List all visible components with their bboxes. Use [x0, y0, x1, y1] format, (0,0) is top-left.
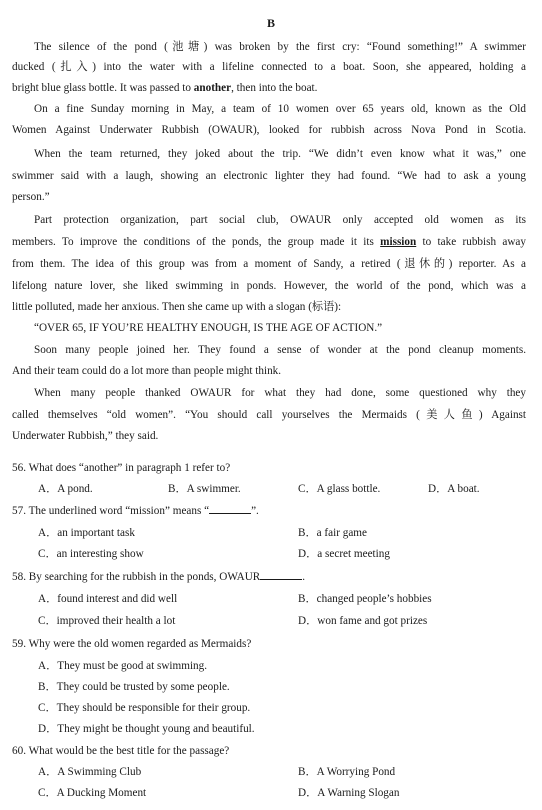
question-text: ”.: [251, 505, 259, 517]
passage-line: Soon many people joined her. They found a sense of wonder at the pond cleanup moments.: [34, 344, 526, 356]
q57-option-d[interactable]: D．a secret meeting: [298, 548, 390, 560]
question-57-stem: [12, 504, 259, 518]
q58-option-a[interactable]: A．found interest and did well: [38, 593, 178, 605]
passage-line: Women Against Underwater Rubbish (OWAUR), looked for rubbish across Nova Pond in Scotia.: [12, 124, 526, 136]
passage-line: The silence of the pond (池塘) was broken by the first cry: “Found something!” A swimmer: [34, 41, 526, 53]
passage-line: Part protection organization, part social club, OWAUR only accepted old women as its: [34, 214, 526, 226]
passage-line: swimmer said with a laugh, showing an electronic lighter they had found. “We had to ask a young: [12, 170, 526, 182]
passage-line: [12, 81, 317, 95]
question-59-stem: 59. Why were the old women regarded as Mermaids?: [12, 638, 252, 650]
passage-line: person.”: [12, 191, 50, 203]
question-text: 57. The underlined word “mission” means “: [12, 505, 210, 517]
passage-text: , then into the boat.: [231, 82, 318, 94]
section-heading: B: [266, 16, 275, 30]
passage-line: On a fine Sunday morning in May, a team of 10 women over 65 years old, known as the Old: [34, 103, 526, 115]
passage-line: When many people thanked OWAUR for what they had done, some questioned why they: [34, 387, 526, 399]
q57-option-a[interactable]: A．an important task: [38, 527, 135, 539]
q59-option-a[interactable]: A．They must be good at swimming.: [38, 660, 208, 672]
passage-line: Underwater Rubbish,” they said.: [12, 430, 159, 442]
passage-line: ducked (扎入) into the water with a lifeline connected to a boat. Soon, she appeared, holding a: [12, 61, 526, 73]
passage-text: to take rubbish away: [416, 236, 526, 248]
passage-line: And their team could do a lot more than people might think.: [12, 365, 282, 377]
q59-option-d[interactable]: D．They might be thought young and beautiful.: [38, 723, 255, 735]
q59-option-c[interactable]: C．They should be responsible for their group.: [38, 702, 251, 714]
q58-option-d[interactable]: D．won fame and got prizes: [298, 615, 428, 627]
passage-line: lifelong nature lover, she liked swimming in ponds. However, the world of the pond, which was a: [12, 280, 526, 292]
slogan: “OVER 65, IF YOU’RE HEALTHY ENOUGH, IS THE AGE OF ACTION.”: [34, 322, 383, 334]
question-58-stem: [12, 570, 305, 584]
q56-option-b[interactable]: B．A swimmer.: [168, 483, 241, 495]
passage-line: called themselves “old women”. “You should call yourselves the Mermaids (美人鱼) Against: [12, 409, 526, 421]
passage-text: bright blue glass bottle. It was passed to: [12, 82, 194, 94]
q59-option-b[interactable]: B．They could be trusted by some people.: [38, 681, 230, 693]
q60-option-b[interactable]: B．A Worrying Pond: [298, 766, 396, 778]
q60-option-a[interactable]: A．A Swimming Club: [38, 766, 142, 778]
q60-option-d[interactable]: D．A Warning Slogan: [298, 787, 400, 799]
q60-option-c[interactable]: C．A Ducking Moment: [38, 787, 147, 799]
question-60-stem: 60. What would be the best title for the passage?: [12, 745, 230, 757]
q56-option-d[interactable]: D．A boat.: [428, 483, 480, 495]
passage-line: When the team returned, they joked about the trip. “We didn’t even know what it was,” one: [34, 148, 526, 160]
keyword-mission: mission: [380, 236, 417, 248]
question-56-stem: 56. What does “another” in paragraph 1 refer to?: [12, 462, 231, 474]
answer-blank[interactable]: [209, 504, 251, 514]
q56-option-c[interactable]: C．A glass bottle.: [298, 483, 381, 495]
passage-text: members. To improve the conditions of the ponds, the group made it its: [12, 236, 381, 248]
keyword-another: another: [193, 82, 232, 94]
passage-line: from them. The idea of this group was from a moment of Sandy, a retired (退休的) reporter. As a: [12, 258, 526, 270]
q57-option-b[interactable]: B．a fair game: [298, 527, 367, 539]
q58-option-b[interactable]: B．changed people’s hobbies: [298, 593, 432, 605]
answer-blank[interactable]: [260, 570, 302, 580]
passage-line: little polluted, made her anxious. Then she came up with a slogan (标语):: [12, 301, 342, 313]
question-text: .: [302, 571, 306, 583]
question-text: 58. By searching for the rubbish in the ponds, OWAUR: [12, 571, 261, 583]
passage-line: [12, 235, 526, 249]
q56-option-a[interactable]: A．A pond.: [38, 483, 93, 495]
q58-option-c[interactable]: C．improved their health a lot: [38, 615, 176, 627]
q57-option-c[interactable]: C．an interesting show: [38, 548, 144, 560]
